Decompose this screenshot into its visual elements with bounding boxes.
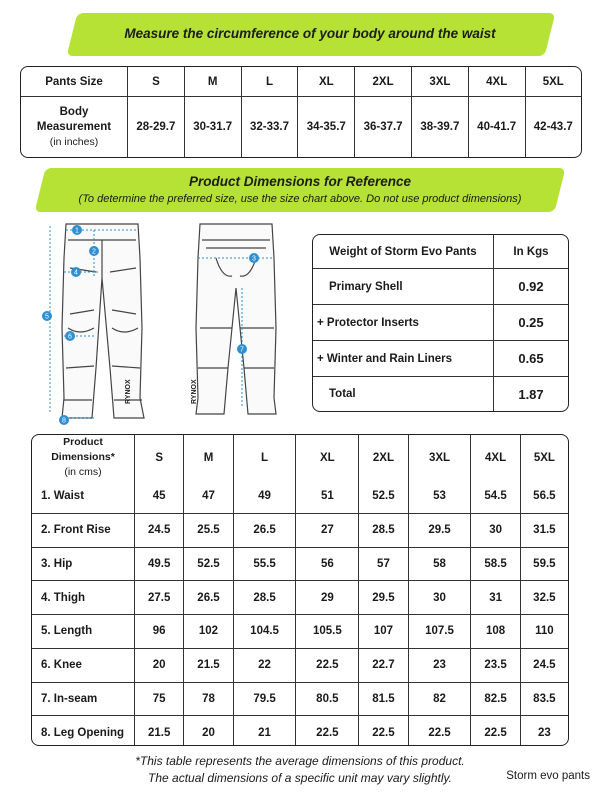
marker-4 — [71, 267, 81, 277]
back-pants-drawing — [196, 224, 276, 414]
dims-value: 21.5 — [135, 716, 184, 746]
dims-value: 32.5 — [521, 581, 568, 615]
body-measurement-line2: Measurement — [36, 120, 112, 133]
pants-diagram — [36, 218, 296, 426]
dims-value: 26.5 — [234, 514, 297, 548]
dims-value: 81.5 — [359, 683, 408, 717]
marker-8-label: 8 — [62, 417, 66, 425]
size-header: 2XL — [355, 67, 412, 97]
product-name: Storm evo pants — [506, 770, 590, 782]
dims-value: 26.5 — [184, 581, 233, 615]
dims-size-header: 5XL — [533, 451, 555, 464]
dims-value: 104.5 — [234, 615, 297, 649]
marker-5 — [42, 311, 52, 321]
dims-value: 22.7 — [359, 649, 408, 683]
dims-value: 107.5 — [409, 615, 472, 649]
dims-size-header: M — [184, 435, 233, 480]
dims-row — [32, 581, 568, 615]
dims-value: 58 — [409, 548, 472, 582]
dims-size-header: 2XL — [359, 435, 408, 480]
dims-value: 56 — [296, 548, 359, 582]
dims-row — [32, 716, 568, 746]
size-header: 5XL — [526, 67, 581, 97]
dims-value: 55.5 — [234, 548, 297, 582]
marker-1-label: 1 — [75, 227, 79, 235]
body-measurement-unit: (in inches) — [49, 135, 99, 148]
marker-1 — [72, 225, 82, 235]
dims-value: 59.5 — [521, 548, 568, 582]
dims-value: 28.5 — [234, 581, 297, 615]
weight-header-unit: In Kgs — [494, 235, 568, 269]
dims-size-header: 3XL — [409, 435, 472, 480]
dims-value: 110 — [521, 615, 568, 649]
marker-4-label: 4 — [74, 269, 78, 277]
body-measurement-value: 28-29.7 — [128, 97, 185, 157]
body-measurement-value: 36-37.7 — [355, 97, 412, 157]
dims-value: 83.5 — [521, 683, 568, 717]
size-table-header-label: Pants Size — [21, 67, 128, 97]
dims-row-label: 3. Hip — [32, 548, 135, 582]
dims-value: 30 — [409, 581, 472, 615]
weight-header-item: Weight of Storm Evo Pants — [313, 235, 494, 269]
marker-2-label: 2 — [92, 248, 96, 256]
front-brand-text: RYNOX — [125, 379, 132, 404]
dims-row — [32, 615, 568, 649]
dims-value: 25.5 — [184, 514, 233, 548]
dims-value: 21.5 — [184, 649, 233, 683]
dimensions-table — [31, 434, 569, 746]
size-header: 3XL — [412, 67, 469, 97]
body-measurement-value: 38-39.7 — [412, 97, 469, 157]
dims-row-label: 5. Length — [32, 615, 135, 649]
dims-row — [32, 649, 568, 683]
dims-value: 78 — [184, 683, 233, 717]
dims-value: 24.5 — [135, 514, 184, 548]
footnote-line2: The actual dimensions of a specific unit may vary slightly. — [148, 771, 452, 785]
weight-table — [312, 234, 569, 412]
marker-6-label: 6 — [68, 333, 72, 341]
dims-row — [32, 514, 568, 548]
marker-5-label: 5 — [45, 313, 49, 321]
body-measurement-value: 30-31.7 — [185, 97, 242, 157]
body-measurement-value: 40-41.7 — [469, 97, 526, 157]
dims-value: 80.5 — [296, 683, 359, 717]
weight-row-value: 0.92 — [494, 269, 568, 305]
weight-row-value: 0.25 — [494, 305, 568, 341]
dims-header-label — [32, 435, 135, 480]
dims-value: 108 — [471, 615, 520, 649]
dims-value: 47 — [184, 480, 233, 514]
dims-row — [32, 480, 568, 514]
dims-value: 45 — [135, 480, 184, 514]
dims-size-header: S — [135, 435, 184, 480]
weight-total-value: 1.87 — [518, 386, 544, 402]
dims-value: 96 — [135, 615, 184, 649]
dimensions-banner-title: Product Dimensions for Reference — [188, 174, 412, 189]
dims-value: 22 — [234, 649, 297, 683]
weight-row-value: 0.65 — [494, 341, 568, 377]
dims-size-header: XL — [296, 435, 359, 480]
size-header: S — [128, 67, 185, 97]
dims-value: 22.5 — [471, 716, 520, 746]
body-measurement-line1: Body — [59, 105, 89, 118]
dims-value: 27 — [296, 514, 359, 548]
dims-value: 49.5 — [135, 548, 184, 582]
dims-value: 49 — [234, 480, 297, 514]
dims-value: 53 — [409, 480, 472, 514]
dims-value: 29 — [296, 581, 359, 615]
dims-value: 82.5 — [471, 683, 520, 717]
dims-value: 51 — [296, 480, 359, 514]
dims-value: 22.5 — [296, 716, 359, 746]
dims-value: 23 — [537, 727, 551, 740]
marker-2 — [89, 246, 99, 256]
dims-header-line1: Product Dimensions* — [51, 436, 115, 463]
dims-value: 58.5 — [471, 548, 520, 582]
size-header: 4XL — [469, 67, 526, 97]
dims-row-label: 6. Knee — [32, 649, 135, 683]
dims-row-label: 8. Leg Opening — [32, 716, 135, 746]
dims-value: 52.5 — [359, 480, 408, 514]
dims-row-label: 1. Waist — [32, 480, 135, 514]
marker-8 — [59, 415, 69, 425]
marker-7 — [237, 344, 247, 354]
dims-value: 21 — [234, 716, 297, 746]
back-brand-text: RYNOX — [191, 379, 198, 404]
weight-total-label: Total — [313, 377, 494, 411]
marker-6 — [65, 331, 75, 341]
size-header: L — [242, 67, 299, 97]
weight-row-label: + Winter and Rain Liners — [313, 341, 494, 377]
dims-row — [32, 548, 568, 582]
body-measurement-value: 42-43.7 — [533, 121, 573, 133]
dims-value: 82 — [409, 683, 472, 717]
dims-size-header: 4XL — [471, 435, 520, 480]
dims-value: 30 — [471, 514, 520, 548]
dims-size-header: L — [234, 435, 297, 480]
body-measurement-value: 34-35.7 — [298, 97, 355, 157]
dims-value: 24.5 — [521, 649, 568, 683]
marker-3-label: 3 — [252, 255, 256, 263]
dims-value: 29.5 — [359, 581, 408, 615]
dims-value: 27.5 — [135, 581, 184, 615]
dims-value: 52.5 — [184, 548, 233, 582]
size-header: XL — [298, 67, 355, 97]
dims-value: 23 — [409, 649, 472, 683]
dims-value: 22.5 — [409, 716, 472, 746]
waist-banner-text: Measure the circumference of your body around the waist — [124, 26, 496, 41]
marker-3 — [249, 253, 259, 263]
dims-row-label: 7. In-seam — [32, 683, 135, 717]
dims-value: 22.5 — [359, 716, 408, 746]
dims-value: 102 — [184, 615, 233, 649]
dims-value: 31 — [471, 581, 520, 615]
weight-row-label: Primary Shell — [313, 269, 494, 305]
dims-value: 56.5 — [521, 480, 568, 514]
dims-value: 105.5 — [296, 615, 359, 649]
dims-value: 31.5 — [521, 514, 568, 548]
dimensions-banner-subtitle: (To determine the preferred size, use the size chart above. Do not use product dimensions) — [78, 193, 522, 205]
dims-row — [32, 683, 568, 717]
dims-value: 79.5 — [234, 683, 297, 717]
dims-value: 75 — [135, 683, 184, 717]
dims-value: 107 — [359, 615, 408, 649]
dims-value: 23.5 — [471, 649, 520, 683]
dims-row-label: 4. Thigh — [32, 581, 135, 615]
weight-row-label: + Protector Inserts — [313, 305, 494, 341]
dims-value: 22.5 — [296, 649, 359, 683]
dims-value: 20 — [135, 649, 184, 683]
dims-value: 54.5 — [471, 480, 520, 514]
dims-value: 57 — [359, 548, 408, 582]
footnote-line1: *This table represents the average dimensions of this product. — [135, 754, 465, 768]
dims-row-label: 2. Front Rise — [32, 514, 135, 548]
size-header: M — [185, 67, 242, 97]
dims-header-unit: (in cms) — [64, 466, 102, 478]
dims-value: 20 — [184, 716, 233, 746]
body-measurement-value: 32-33.7 — [242, 97, 299, 157]
marker-7-label: 7 — [240, 346, 244, 354]
size-table — [20, 66, 582, 158]
body-measurement-label — [21, 97, 128, 157]
dims-value: 28.5 — [359, 514, 408, 548]
dims-value: 29.5 — [409, 514, 472, 548]
